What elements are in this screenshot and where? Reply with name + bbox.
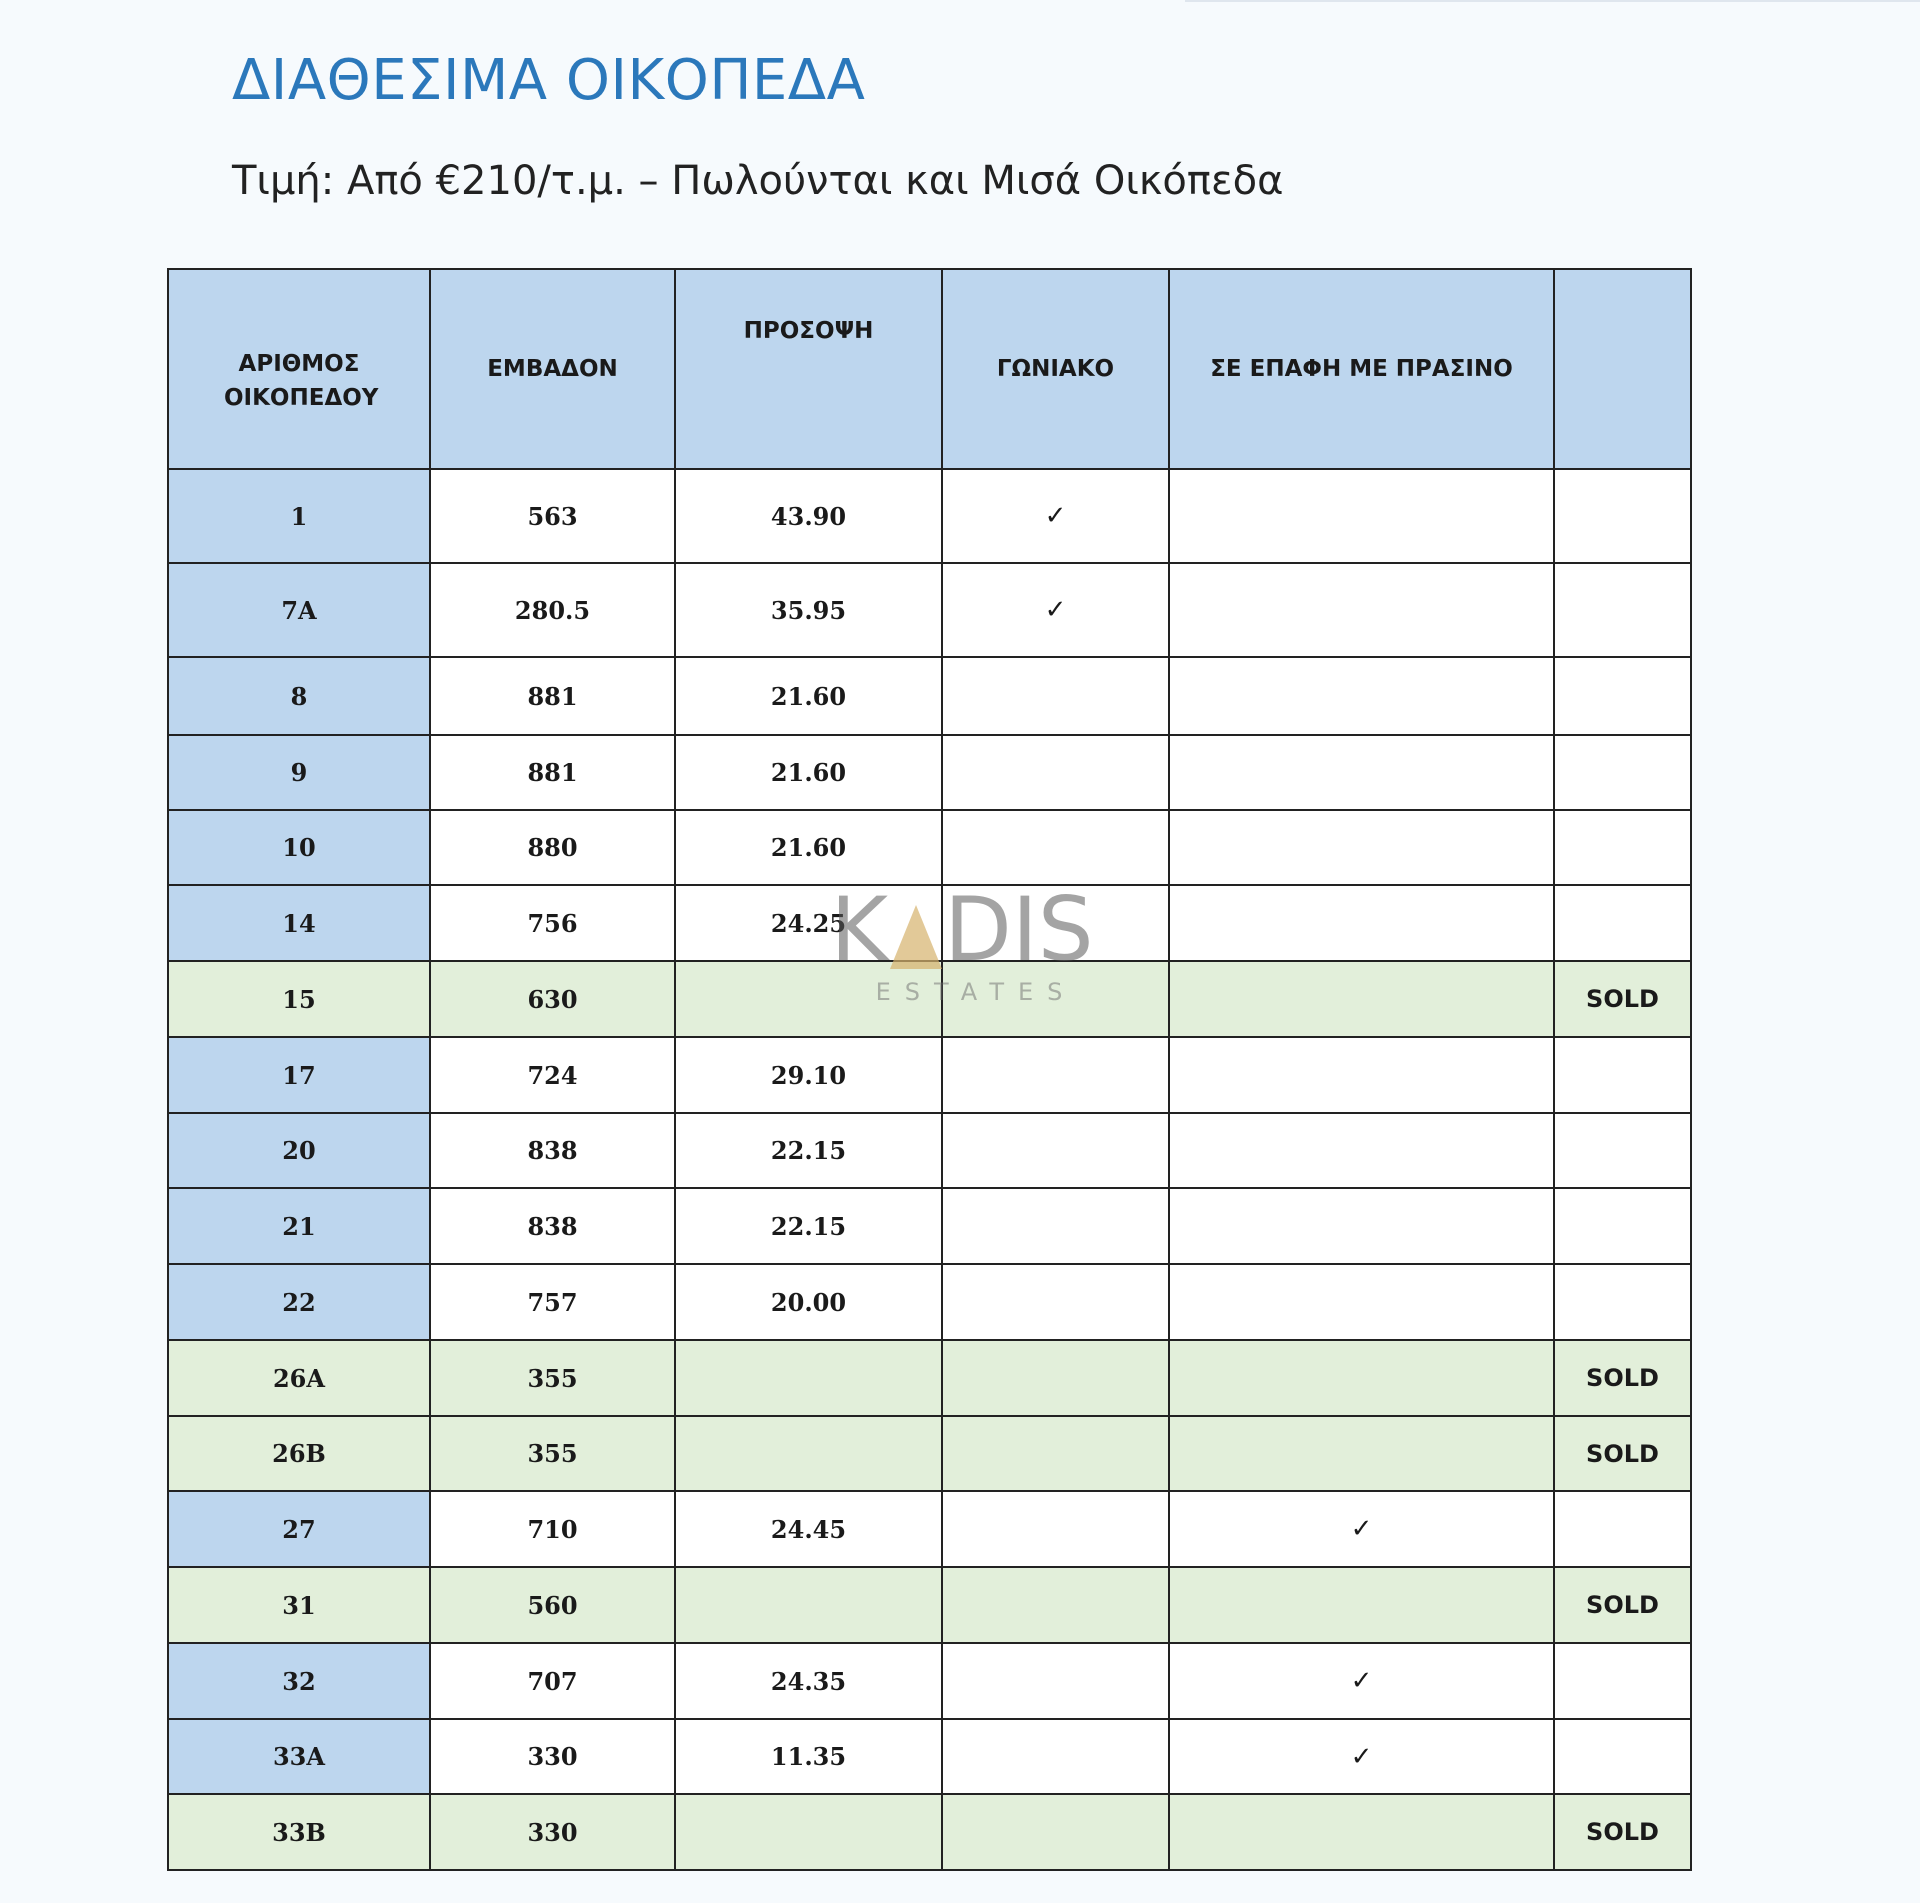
status-cell (1554, 1491, 1691, 1567)
frontage-cell: 29.10 (675, 1037, 942, 1113)
green-contact-cell (1169, 1188, 1554, 1264)
status-cell (1554, 1188, 1691, 1264)
corner-cell (942, 1037, 1169, 1113)
watermark-subtitle: ESTATES (875, 978, 1077, 1006)
area-cell: 880 (430, 810, 675, 885)
plot-number-cell: 32 (168, 1643, 430, 1719)
table-row (168, 1188, 1691, 1264)
plot-number-cell: 33A (168, 1719, 430, 1794)
check-icon: ✓ (1350, 1666, 1373, 1696)
plot-number-cell: 1 (168, 469, 430, 563)
header-green-contact: ΣΕ ΕΠΑΦΗ ΜΕ ΠΡΑΣΙΝΟ (1169, 269, 1554, 469)
frontage-cell: 43.90 (675, 469, 942, 563)
plot-number-cell: 17 (168, 1037, 430, 1113)
plot-number-cell: 26B (168, 1416, 430, 1491)
frontage-cell: 24.35 (675, 1643, 942, 1719)
status-cell: SOLD (1554, 1340, 1691, 1416)
table-row (168, 657, 1691, 735)
corner-cell (942, 885, 1169, 961)
area-cell: 330 (430, 1794, 675, 1870)
frontage-cell: 21.60 (675, 810, 942, 885)
frontage-cell (675, 1416, 942, 1491)
corner-cell (942, 961, 1169, 1037)
status-cell (1554, 469, 1691, 563)
green-contact-cell (1169, 1037, 1554, 1113)
area-cell: 710 (430, 1491, 675, 1567)
plot-number-cell: 27 (168, 1491, 430, 1567)
plot-number-cell: 26A (168, 1340, 430, 1416)
corner-cell (942, 810, 1169, 885)
header-frontage: ΠΡΟΣΟΨΗ (675, 269, 942, 469)
area-cell: 756 (430, 885, 675, 961)
status-cell: SOLD (1554, 1416, 1691, 1491)
table-header-row (168, 269, 1691, 469)
plot-number-cell: 15 (168, 961, 430, 1037)
table-row (168, 1643, 1691, 1719)
frontage-cell (675, 961, 942, 1037)
corner-cell (942, 1264, 1169, 1340)
check-icon: ✓ (1044, 501, 1067, 531)
header-corner: ΓΩΝΙΑΚΟ (942, 269, 1169, 469)
plot-number-cell: 9 (168, 735, 430, 810)
table-row (168, 885, 1691, 961)
table-row (168, 735, 1691, 810)
corner-cell (942, 1416, 1169, 1491)
frontage-cell (675, 1340, 942, 1416)
corner-cell (942, 1794, 1169, 1870)
status-cell (1554, 563, 1691, 657)
table-row (168, 1719, 1691, 1794)
area-cell: 563 (430, 469, 675, 563)
area-cell: 560 (430, 1567, 675, 1643)
green-contact-cell (1169, 1113, 1554, 1188)
green-contact-cell (1169, 1340, 1554, 1416)
area-cell: 707 (430, 1643, 675, 1719)
table-row (168, 1037, 1691, 1113)
status-cell: SOLD (1554, 1794, 1691, 1870)
corner-cell (942, 1113, 1169, 1188)
table-row (168, 1567, 1691, 1643)
frontage-cell: 24.45 (675, 1491, 942, 1567)
table-row (168, 1264, 1691, 1340)
header-plot-number-label: ΑΡΙΘΜΟΣ ΟΙΚΟΠΕΔΟΥ (224, 350, 379, 411)
green-contact-cell (1169, 961, 1554, 1037)
header-plot-number (168, 269, 430, 469)
frontage-cell: 20.00 (675, 1264, 942, 1340)
status-cell (1554, 1719, 1691, 1794)
header-status (1554, 269, 1691, 469)
plot-number-cell: 7A (168, 563, 430, 657)
area-cell: 355 (430, 1340, 675, 1416)
area-cell: 330 (430, 1719, 675, 1794)
table-row (168, 1794, 1691, 1870)
plot-number-cell: 14 (168, 885, 430, 961)
plot-number-cell: 33B (168, 1794, 430, 1870)
frontage-cell: 21.60 (675, 735, 942, 810)
green-contact-cell (1169, 1264, 1554, 1340)
green-contact-cell (1169, 469, 1554, 563)
area-cell: 757 (430, 1264, 675, 1340)
table-row (168, 810, 1691, 885)
check-icon: ✓ (1044, 595, 1067, 625)
plot-number-cell: 21 (168, 1188, 430, 1264)
frontage-cell (675, 1794, 942, 1870)
green-contact-cell (1169, 1491, 1554, 1567)
page-title: ΔΙΑΘΕΣΙΜΑ ΟΙΚΟΠΕΔΑ (232, 48, 866, 113)
green-contact-cell (1169, 885, 1554, 961)
page-subtitle: Τιμή: Από €210/τ.μ. – Πωλούνται και Μισά Οικόπεδα (232, 158, 1284, 204)
area-cell: 838 (430, 1113, 675, 1188)
green-contact-cell (1169, 657, 1554, 735)
corner-cell (942, 735, 1169, 810)
corner-cell (942, 469, 1169, 563)
corner-cell (942, 1340, 1169, 1416)
header-area: ΕΜΒΑΔΟΝ (430, 269, 675, 469)
watermark-letter-k: K (830, 878, 889, 981)
table-row (168, 1491, 1691, 1567)
table-row (168, 961, 1691, 1037)
plot-number-cell: 31 (168, 1567, 430, 1643)
area-cell: 838 (430, 1188, 675, 1264)
table-row (168, 1113, 1691, 1188)
status-cell (1554, 1643, 1691, 1719)
frontage-cell: 35.95 (675, 563, 942, 657)
plots-table-body (168, 469, 1691, 1870)
status-cell (1554, 885, 1691, 961)
corner-cell (942, 1719, 1169, 1794)
area-cell: 280.5 (430, 563, 675, 657)
table-row (168, 1340, 1691, 1416)
area-cell: 724 (430, 1037, 675, 1113)
status-cell (1554, 810, 1691, 885)
table-row (168, 1416, 1691, 1491)
frontage-cell: 22.15 (675, 1113, 942, 1188)
area-cell: 630 (430, 961, 675, 1037)
frontage-cell: 11.35 (675, 1719, 942, 1794)
top-divider-line (1185, 0, 1920, 2)
area-cell: 881 (430, 657, 675, 735)
status-cell (1554, 1037, 1691, 1113)
green-contact-cell (1169, 1416, 1554, 1491)
status-cell: SOLD (1554, 1567, 1691, 1643)
frontage-cell: 21.60 (675, 657, 942, 735)
corner-cell (942, 1491, 1169, 1567)
area-cell: 881 (430, 735, 675, 810)
check-icon: ✓ (1350, 1741, 1373, 1772)
plot-number-cell: 8 (168, 657, 430, 735)
green-contact-cell (1169, 1794, 1554, 1870)
green-contact-cell (1169, 1719, 1554, 1794)
corner-cell (942, 1188, 1169, 1264)
frontage-cell: 24.25 (675, 885, 942, 961)
area-cell: 355 (430, 1416, 675, 1491)
plot-number-cell: 22 (168, 1264, 430, 1340)
green-contact-cell (1169, 735, 1554, 810)
corner-cell (942, 1643, 1169, 1719)
table-row (168, 563, 1691, 657)
table-row (168, 469, 1691, 563)
status-cell: SOLD (1554, 961, 1691, 1037)
plot-number-cell: 10 (168, 810, 430, 885)
status-cell (1554, 657, 1691, 735)
corner-cell (942, 563, 1169, 657)
corner-cell (942, 657, 1169, 735)
green-contact-cell (1169, 810, 1554, 885)
frontage-cell: 22.15 (675, 1188, 942, 1264)
green-contact-cell (1169, 563, 1554, 657)
plot-number-cell: 20 (168, 1113, 430, 1188)
check-icon: ✓ (1350, 1514, 1373, 1544)
plots-table (167, 268, 1692, 1871)
status-cell (1554, 1264, 1691, 1340)
status-cell (1554, 735, 1691, 810)
green-contact-cell (1169, 1643, 1554, 1719)
corner-cell (942, 1567, 1169, 1643)
frontage-cell (675, 1567, 942, 1643)
watermark-letters-dis: DIS (944, 878, 1094, 981)
green-contact-cell (1169, 1567, 1554, 1643)
status-cell (1554, 1113, 1691, 1188)
